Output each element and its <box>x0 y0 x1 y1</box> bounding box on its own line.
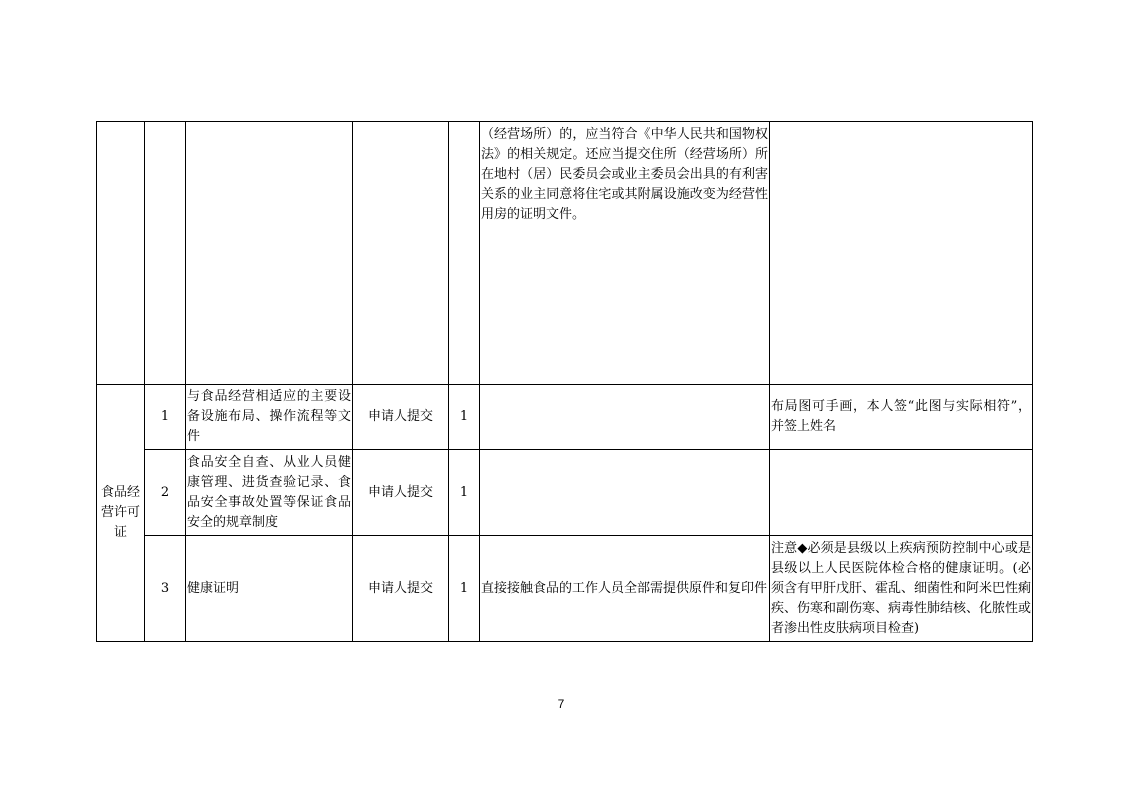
requirement-cell <box>480 385 770 450</box>
notes-cell-empty <box>770 122 1033 385</box>
index-cell: 2 <box>145 450 186 536</box>
materials-table <box>96 121 1033 642</box>
material-cell: 食品安全自查、从业人员健康管理、进货查验记录、食品安全事故处置等保证食品安全的规章制度 <box>186 450 353 536</box>
source-cell-empty <box>353 122 449 385</box>
index-cell: 1 <box>145 385 186 450</box>
material-cell: 健康证明 <box>186 536 353 642</box>
notes-cell <box>770 450 1033 536</box>
requirement-cell-continuation: （经营场所）的，应当符合《中华人民共和国物权法》的相关规定。还应当提交住所（经营场所）所在地村（居）民委员会或业主委员会出具的有利害关系的业主同意将住宅或其附属设施改变为经营性用房的证明文件。 <box>480 122 770 385</box>
copies-cell-empty <box>449 122 480 385</box>
material-cell-empty <box>186 122 353 385</box>
requirement-cell: 直接接触食品的工作人员全部需提供原件和复印件 <box>480 536 770 642</box>
copies-cell: 1 <box>449 450 480 536</box>
source-cell: 申请人提交 <box>353 450 449 536</box>
index-cell-empty <box>145 122 186 385</box>
category-cell: 食品经营许可证 <box>97 385 145 642</box>
page-number: 7 <box>557 697 565 711</box>
notes-cell: 注意◆必须是县级以上疾病预防控制中心或是县级以上人民医院体检合格的健康证明。(必须含有甲肝戊肝、霍乱、细菌性和阿米巴性痢疾、伤寒和副伤寒、病毒性肺结核、化脓性或者渗出性皮肤病项目检查) <box>770 536 1033 642</box>
source-cell: 申请人提交 <box>353 536 449 642</box>
category-cell-empty <box>97 122 145 385</box>
requirement-cell <box>480 450 770 536</box>
table-row-continuation <box>97 122 1033 385</box>
table-row <box>97 450 1033 536</box>
table-row <box>97 385 1033 450</box>
index-cell: 3 <box>145 536 186 642</box>
copies-cell: 1 <box>449 536 480 642</box>
copies-cell: 1 <box>449 385 480 450</box>
table-row <box>97 536 1033 642</box>
source-cell: 申请人提交 <box>353 385 449 450</box>
material-cell: 与食品经营相适应的主要设备设施布局、操作流程等文件 <box>186 385 353 450</box>
notes-cell: 布局图可手画，本人签“此图与实际相符”，并签上姓名 <box>770 385 1033 450</box>
